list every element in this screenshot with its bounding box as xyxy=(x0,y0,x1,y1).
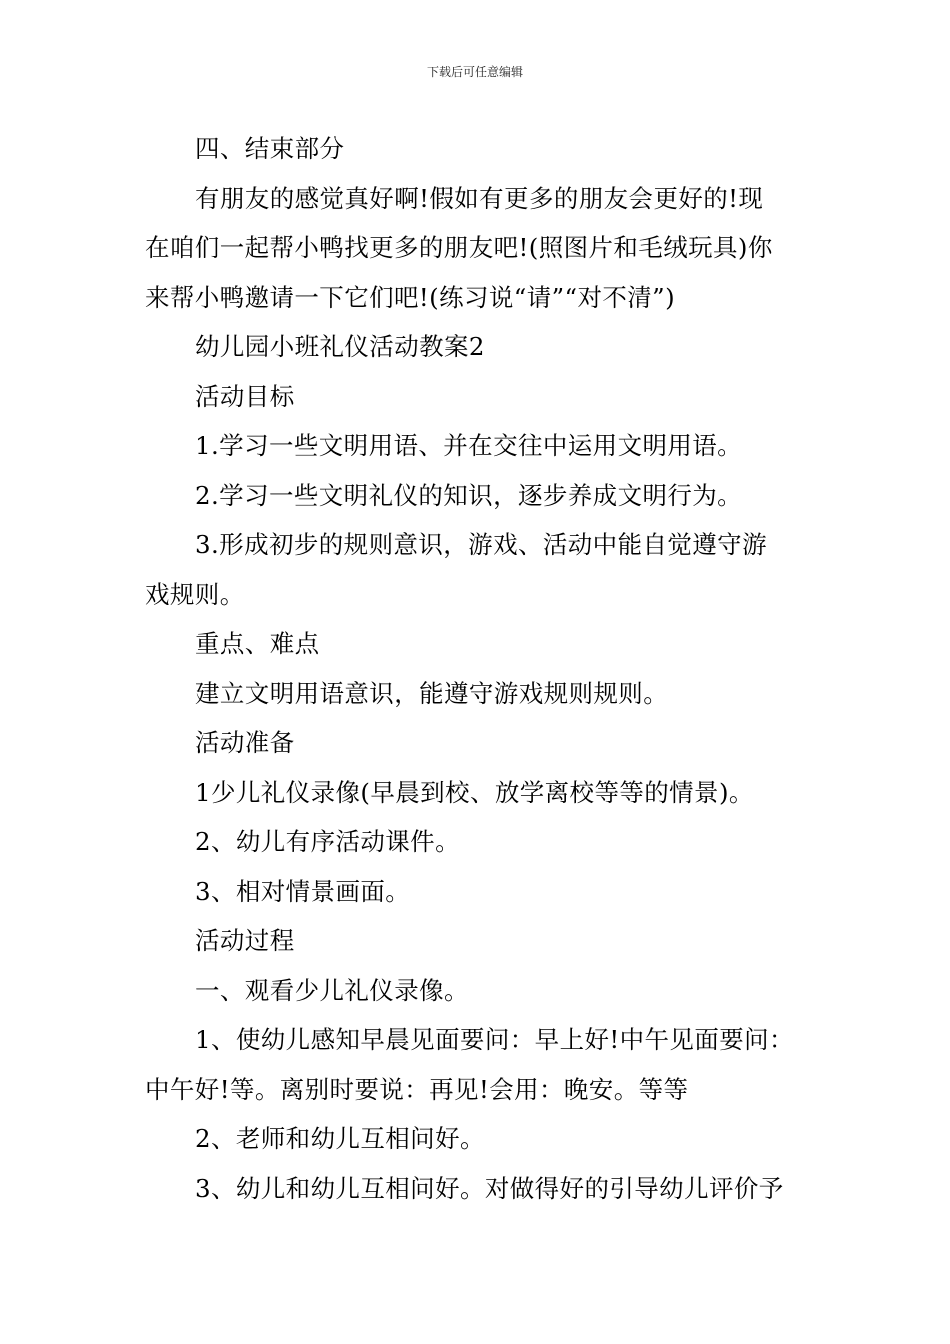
text-line: 在咱们一起帮小鸭找更多的朋友吧!(照图片和毛绒玩具)你 xyxy=(145,233,773,262)
paragraph xyxy=(145,471,810,521)
text-line: 重点、难点 xyxy=(195,629,320,658)
text-line: 四、结束部分 xyxy=(195,134,345,163)
paragraph xyxy=(145,669,810,719)
paragraph xyxy=(145,1015,810,1114)
text-line: 3、相对情景画面。 xyxy=(195,876,411,906)
paragraph xyxy=(145,718,810,768)
text-line: 活动过程 xyxy=(195,926,295,955)
text-line: 戏规则。 xyxy=(145,579,245,609)
paragraph xyxy=(145,421,810,471)
text-line: 活动目标 xyxy=(195,381,295,411)
text-line: 建立文明用语意识，能遵守游戏规则规则。 xyxy=(195,678,669,708)
text-line: 中午好!等。离别时要说：再见!会用：晚安。等等 xyxy=(145,1074,689,1104)
paragraph xyxy=(145,322,810,372)
paragraph xyxy=(145,372,810,422)
text-line: 活动准备 xyxy=(195,728,295,757)
text-line: 1少儿礼仪录像(早晨到校、放学离校等等的情景)。 xyxy=(195,777,754,807)
text-line: 2、幼儿有序活动课件。 xyxy=(195,827,460,856)
text-line: 一、观看少儿礼仪录像。 xyxy=(195,975,469,1005)
text-line: 来帮小鸭邀请一下它们吧!(练习说“请”“对不清”) xyxy=(145,282,676,312)
text-line: 幼儿园小班礼仪活动教案2 xyxy=(195,332,485,361)
paragraph xyxy=(145,916,810,966)
paragraph xyxy=(145,619,810,669)
paragraph xyxy=(145,124,810,174)
text-line: 1.学习一些文明用语、并在交往中运用文明用语。 xyxy=(195,431,743,460)
paragraph xyxy=(145,817,810,867)
paragraph xyxy=(145,174,810,323)
paragraph xyxy=(145,867,810,917)
text-line: 有朋友的感觉真好啊!假如有更多的朋友会更好的!现 xyxy=(195,183,764,213)
text-line: 1、使幼儿感知早晨见面要问：早上好!中午见面要问： xyxy=(195,1025,794,1054)
paragraph xyxy=(145,768,810,818)
text-line: 3.形成初步的规则意识，游戏、活动中能自觉遵守游 xyxy=(195,530,767,559)
paragraph xyxy=(145,1164,810,1214)
paragraph xyxy=(145,520,810,619)
header-note: 下载后可任意编辑 xyxy=(426,65,523,79)
paragraph xyxy=(145,966,810,1016)
paragraph xyxy=(145,1114,810,1164)
text-line: 3、幼儿和幼儿互相问好。对做得好的引导幼儿评价予 xyxy=(195,1173,784,1203)
text-line: 2.学习一些文明礼仪的知识，逐步养成文明行为。 xyxy=(195,480,743,510)
text-line: 2、老师和幼儿互相问好。 xyxy=(195,1124,485,1153)
document-body xyxy=(145,124,810,1213)
